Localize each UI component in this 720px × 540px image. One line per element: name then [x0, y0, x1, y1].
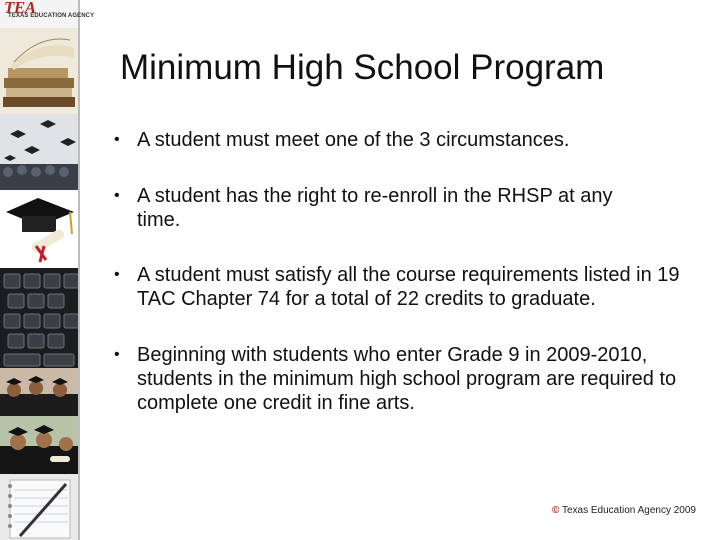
bullet-text: A student must meet one of the 3 circumstances.	[137, 129, 570, 151]
bullet-item	[112, 263, 692, 311]
bullet-text: A student must satisfy all the course requirements listed in 19 TAC Chapter 74 for a total of 22 credits to graduate.	[137, 264, 680, 310]
copyright-footer	[552, 505, 696, 516]
graduates-photo	[0, 368, 78, 416]
slide-title: Minimum High School Program	[120, 48, 605, 87]
copyright-symbol: ©	[552, 505, 560, 516]
tea-logo	[0, 0, 95, 28]
books-photo	[0, 28, 78, 114]
bullet-list	[112, 128, 692, 415]
bullet-text: A student has the right to re-enroll in the RHSP at any time.	[137, 185, 613, 231]
diploma-cap-photo	[0, 190, 78, 268]
bullet-dot: •	[114, 266, 120, 283]
keyboard-photo	[0, 268, 78, 368]
logo-subtitle: TEXAS EDUCATION AGENCY	[8, 13, 95, 19]
graduation-caps-photo	[0, 114, 78, 190]
sidebar-image-strip	[0, 0, 95, 540]
graduates-group-photo	[0, 416, 78, 474]
footer-text: Texas Education Agency 2009	[561, 505, 696, 516]
bullet-dot: •	[114, 131, 120, 148]
bullet-item	[112, 343, 692, 415]
notebook-pen-photo	[0, 474, 78, 540]
bullet-item	[112, 184, 692, 232]
bullet-dot: •	[114, 346, 120, 363]
logo-mark: TEA	[4, 0, 36, 17]
bullet-dot: •	[114, 187, 120, 204]
sidebar-divider	[78, 0, 80, 540]
bullet-item	[112, 128, 692, 152]
bullet-text: Beginning with students who enter Grade 9 in 2009-2010, students in the minimum high school program are required to complete one credit in fine arts.	[137, 344, 677, 414]
